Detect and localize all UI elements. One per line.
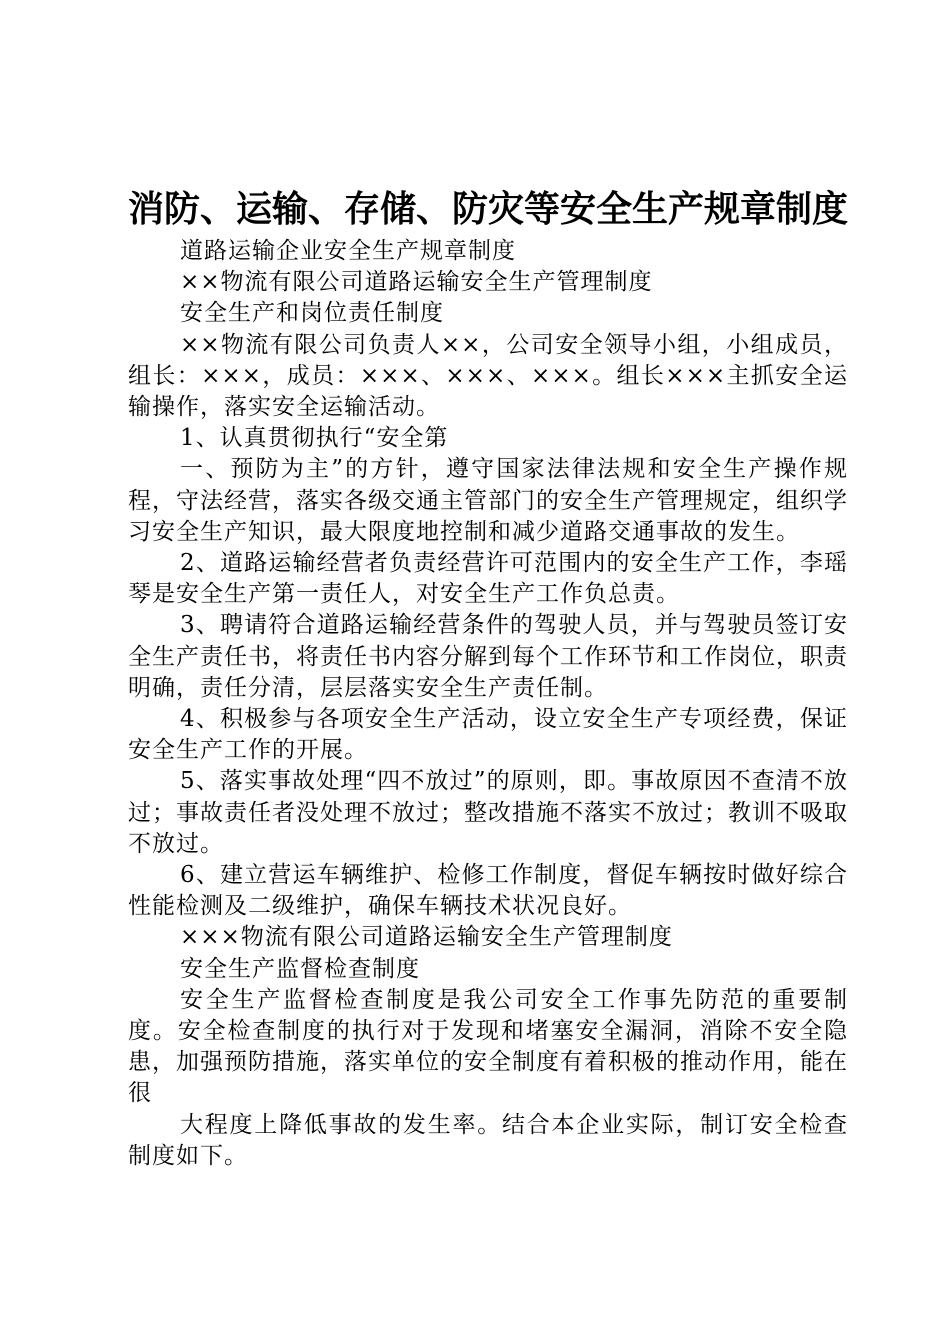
document-title: 消防、运输、存储、防灾等安全生产规章制度 (128, 188, 849, 230)
paragraph: 安全生产监督检查制度是我公司安全工作事先防范的重要制度。安全检查制度的执行对于发现和堵塞安全漏洞，消除不安全隐患，加强预防措施，落实单位的安全制度有着积极的推动作用，能在很 (128, 986, 848, 1107)
paragraph: 4、积极参与各项安全生产活动，设立安全生产专项经费，保证安全生产工作的开展。 (128, 706, 848, 764)
paragraph: 3、聘请符合道路运输经营条件的驾驶人员，并与驾驶员签订安全生产责任书，将责任书内容分解到每个工作环节和工作岗位，职责明确，责任分清，层层落实安全生产责任制。 (128, 612, 848, 701)
section-heading: 安全生产监督检查制度 (180, 955, 420, 982)
paragraph-subtitle-1: 道路运输企业安全生产规章制度 (180, 238, 516, 264)
paragraph: 2、道路运输经营者负责经营许可范围内的安全生产工作，李瑶琴是安全生产第一责任人，对安全生产工作负总责。 (128, 550, 848, 608)
paragraph: 一、预防为主”的方针，遵守国家法律法规和安全生产操作规程，守法经营，落实各级交通主管部门的安全生产管理规定，组织学习安全生产知识，最大限度地控制和减少道路交通事故的发生。 (128, 456, 848, 545)
paragraph: 1、认真贯彻执行“安全第 (180, 425, 449, 452)
paragraph-subtitle-3: 安全生产和岗位责任制度 (180, 300, 444, 327)
section-heading: ×××物流有限公司道路运输安全生产管理制度 (180, 924, 673, 951)
paragraph: ××物流有限公司负责人××，公司安全领导小组，小组成员，组长：×××，成员：×××、×××、×××。组长×××主抓安全运输操作，落实安全运输活动。 (128, 331, 848, 421)
paragraph: 5、落实事故处理“四不放过”的原则，即。事故原因不查清不放过；事故责任者没处理不放过；整改措施不落实不放过；教训不吸取不放过。 (128, 768, 848, 857)
paragraph: 大程度上降低事故的发生率。结合本企业实际，制订安全检查制度如下。 (128, 1111, 848, 1169)
paragraph-subtitle-2: ××物流有限公司道路运输安全生产管理制度 (180, 269, 653, 296)
paragraph: 6、建立营运车辆维护、检修工作制度，督促车辆按时做好综合性能检测及二级维护，确保车辆技术状况良好。 (128, 862, 848, 920)
document-body (128, 236, 848, 1172)
